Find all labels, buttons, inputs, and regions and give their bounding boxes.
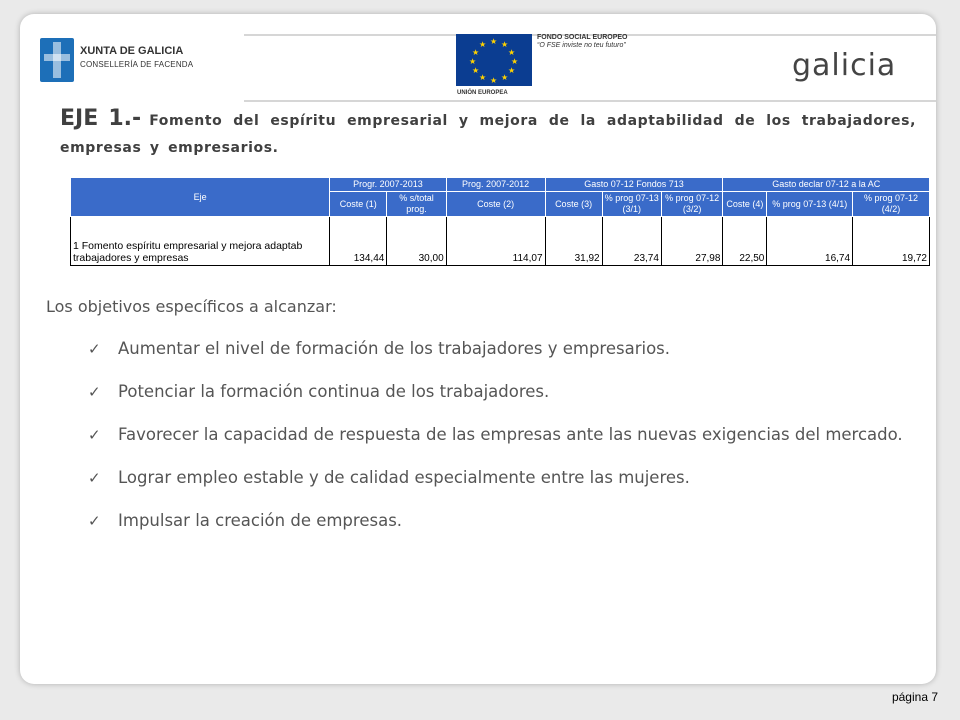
sub-header: Coste (1) [330, 192, 387, 217]
table-cell: 27,98 [661, 217, 723, 266]
xunta-crest-icon [40, 38, 74, 82]
list-item [88, 506, 918, 536]
objectives-intro: Los objetivos específicos a alcanzar: [46, 297, 337, 316]
checkmark-icon: ✓ [88, 383, 101, 401]
group-header: Gasto 07-12 Fondos 713 [545, 178, 723, 192]
table-cell-eje: 1 Fomento espíritu empresarial y mejora adaptab trabajadores y empresas [71, 217, 330, 266]
sub-header: % prog 07-12 (3/2) [661, 192, 723, 217]
list-item [88, 377, 918, 407]
eje-header: Eje [71, 178, 330, 217]
sub-header: % prog 07-13 (3/1) [602, 192, 661, 217]
table-cell: 23,74 [602, 217, 661, 266]
checkmark-icon: ✓ [88, 426, 101, 444]
header-divider-bottom [244, 100, 936, 102]
page-number: página 7 [891, 690, 938, 704]
checkmark-icon: ✓ [88, 469, 101, 487]
objective-text: Potenciar la formación continua de los trabajadores. [118, 382, 550, 401]
group-header: Gasto declar 07-12 a la AC [723, 178, 930, 192]
objective-text: Aumentar el nivel de formación de los trabajadores y empresarios. [118, 339, 671, 358]
sub-header: % prog 07-12 (4/2) [853, 192, 930, 217]
xunta-dept: CONSELLERÍA DE FACENDA [80, 60, 194, 69]
slide-title [60, 106, 916, 161]
checkmark-icon: ✓ [88, 340, 101, 358]
list-item [88, 420, 918, 450]
eu-label: UNIÓN EUROPEA [457, 90, 508, 96]
title-text: Fomento del espíritu empresarial y mejora de la adaptabilidad de los trabajadores, empresas y empresarios. [60, 113, 916, 156]
table-cell: 30,00 [387, 217, 446, 266]
list-item [88, 463, 918, 493]
fse-name: FONDO SOCIAL EUROPEO [537, 34, 628, 41]
table-cell: 19,72 [853, 217, 930, 266]
table-cell: 134,44 [330, 217, 387, 266]
group-header: Prog. 2007-2012 [446, 178, 545, 192]
checkmark-icon: ✓ [88, 512, 101, 530]
eu-flag-icon: ★ ★ ★ ★ ★ ★ ★ ★ ★ ★ ★ ★ [456, 34, 532, 86]
sub-header: Coste (3) [545, 192, 602, 217]
table-cell: 16,74 [767, 217, 853, 266]
table-cell: 22,50 [723, 217, 767, 266]
xunta-name: XUNTA DE GALICIA [80, 45, 184, 57]
table-cell: 31,92 [545, 217, 602, 266]
galicia-logo: galicia [792, 48, 897, 83]
objectives-list [88, 334, 918, 549]
sub-header: Coste (2) [446, 192, 545, 217]
slide [20, 14, 936, 684]
list-item [88, 334, 918, 364]
fse-motto: “O FSE inviste no teu futuro” [537, 42, 626, 49]
table-row [71, 217, 930, 266]
objective-text: Impulsar la creación de empresas. [118, 511, 403, 530]
eje-table [70, 177, 930, 266]
sub-header: % prog 07-13 (4/1) [767, 192, 853, 217]
sub-header: Coste (4) [723, 192, 767, 217]
table-cell: 114,07 [446, 217, 545, 266]
title-prefix: EJE 1.- [60, 106, 142, 131]
group-header: Progr. 2007-2013 [330, 178, 446, 192]
sub-header: % s/total prog. [387, 192, 446, 217]
objective-text: Lograr empleo estable y de calidad especialmente entre las mujeres. [118, 468, 690, 487]
objective-text: Favorecer la capacidad de respuesta de las empresas ante las nuevas exigencias del mercado. [118, 425, 903, 444]
